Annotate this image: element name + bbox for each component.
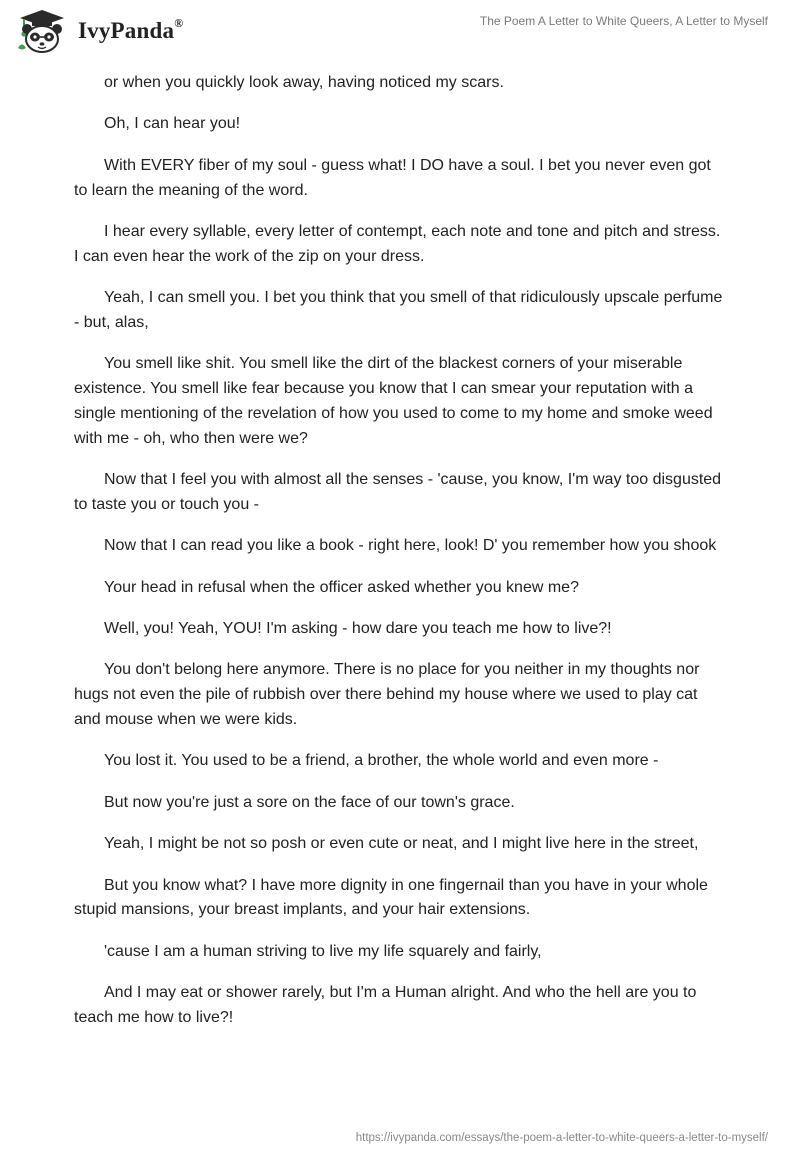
paragraph: You don't belong here anymore. There is no place for you neither in my thoughts nor hugs not even the pile of rubbish over there behind my house where we used to play cat and mouse when we were kids. <box>74 661 700 729</box>
paragraph: But now you're just a sore on the face of our town's grace. <box>104 793 515 811</box>
paragraph: or when you quickly look away, having noticed my scars. <box>104 74 504 91</box>
paragraph: Oh, I can hear you! <box>104 115 241 133</box>
paragraph: Now that I can read you like a book - right here, look! D' you remember how you shook <box>104 537 717 555</box>
paragraph: With EVERY fiber of my soul - guess what! I DO have a soul. I bet you never even got to learn the meaning of the word. <box>74 156 711 199</box>
paragraph: 'cause I am a human striving to live my life squarely and fairly, <box>104 942 542 960</box>
paragraph: Your head in refusal when the officer asked whether you knew me? <box>104 578 579 596</box>
paragraph: Yeah, I might be not so posh or even cute or neat, and I might live here in the street, <box>104 835 699 853</box>
essay-body <box>74 71 726 1047</box>
paragraph: Now that I feel you with almost all the senses - 'cause, you know, I'm way too disgusted to taste you or touch you - <box>74 471 722 513</box>
source-url[interactable]: https://ivypanda.com/essays/the-poem-a-letter-to-white-queers-a-letter-to-myself/ <box>355 1132 768 1144</box>
paragraph: You smell like shit. You smell like the dirt of the blackest corners of your miserable existence. You smell like fear because you know that I can smear your reputation with a single mentioning of the revelation of how you used to come to my home and smoke weed with me - oh, who then were we? <box>74 355 713 447</box>
panda-graduate-icon <box>16 8 68 54</box>
page-header <box>0 0 800 60</box>
paragraph: I hear every syllable, every letter of contempt, each note and tone and pitch and stress. I can even hear the work of the zip on your dress. <box>74 222 721 265</box>
document-title: The Poem A Letter to White Queers, A Letter to Myself <box>479 14 768 28</box>
brand-logo[interactable] <box>16 8 183 54</box>
paragraph: You lost it. You used to be a friend, a brother, the whole world and even more - <box>104 752 659 770</box>
paragraph: Well, you! Yeah, YOU! I'm asking - how dare you teach me how to live?! <box>104 620 612 638</box>
paragraph: But you know what? I have more dignity in one fingernail than you have in your whole stupid mansions, your breast implants, and your hair extensions. <box>74 876 708 919</box>
brand-name: IvyPanda® <box>78 16 184 43</box>
paragraph: And I may eat or shower rarely, but I'm a Human alright. And who the hell are you to teach me how to live?! <box>74 984 697 1027</box>
paragraph: Yeah, I can smell you. I bet you think that you smell of that ridiculously upscale perfume - but, alas, <box>74 289 723 331</box>
